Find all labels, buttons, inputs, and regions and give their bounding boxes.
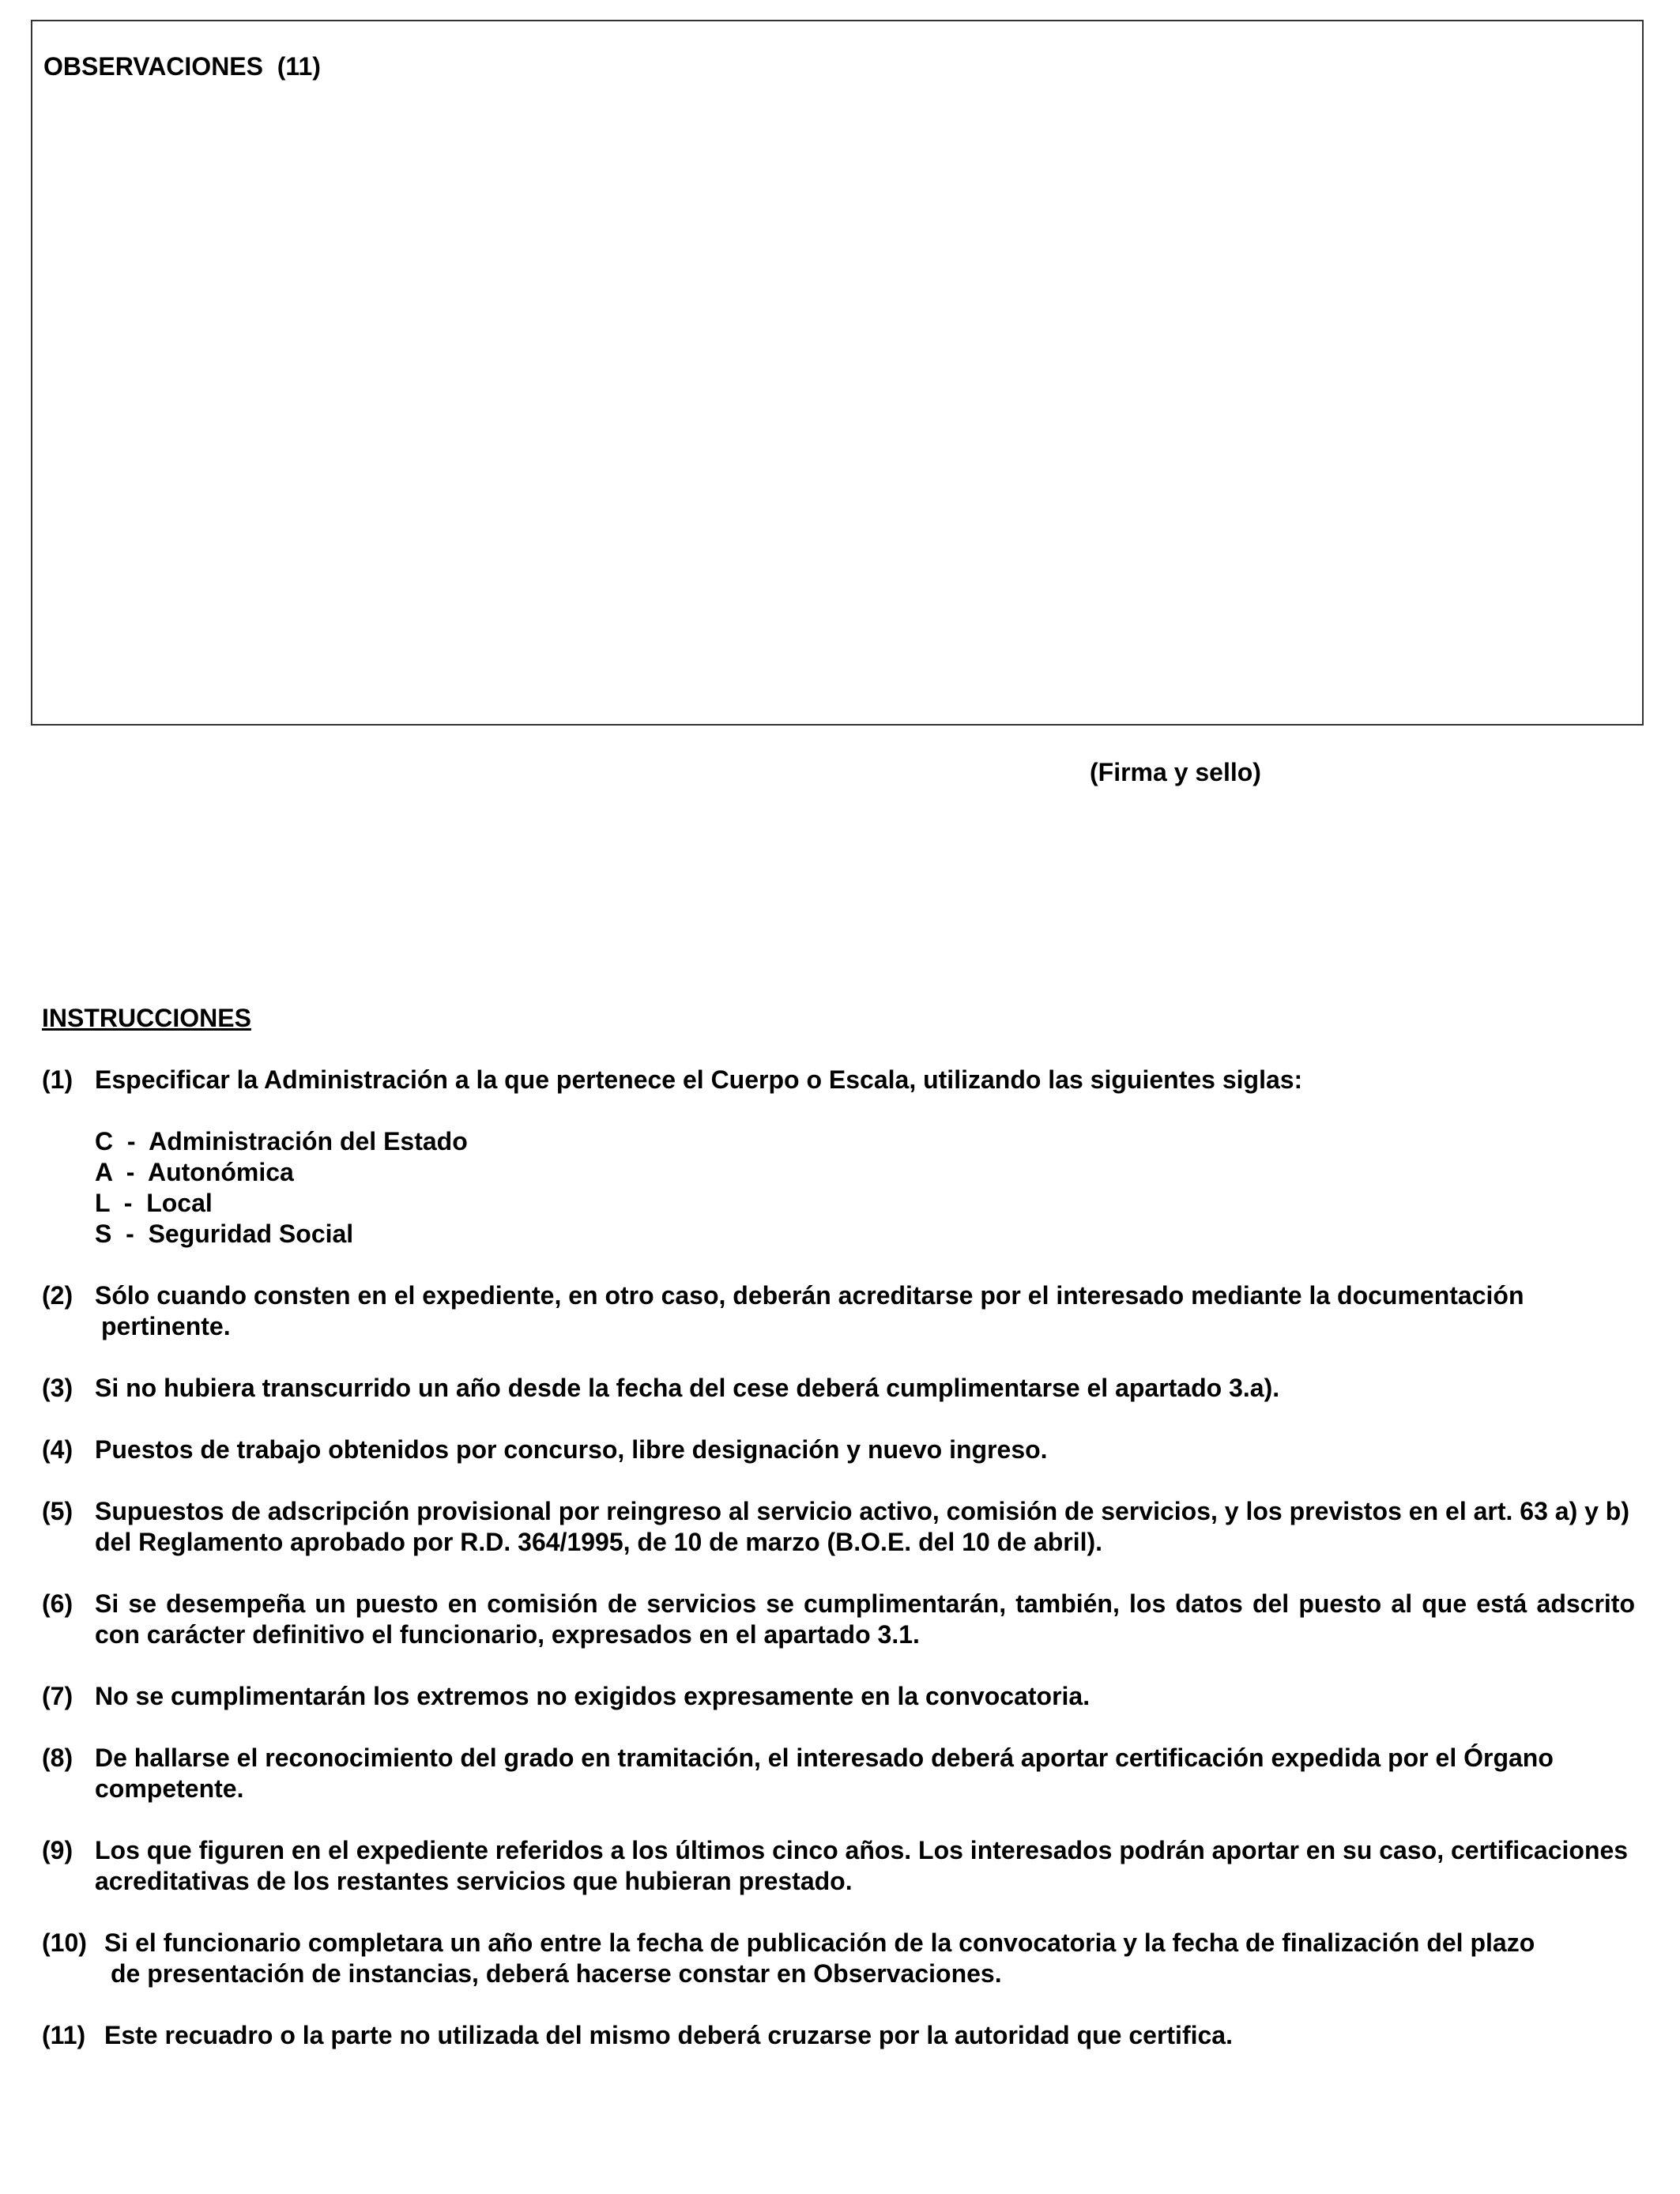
instruction-item-11 [42,2020,1635,2051]
instructions-section [42,1003,1635,2051]
sigla-item: S - Seguridad Social [95,1220,354,1248]
siglas-list [42,1126,1635,1250]
instruction-text: Supuestos de adscripción provisional por reingreso al servicio activo, comisión de servicios, y los previstos en el art. 63 a) y b) del Reglamento aprobado por R.D. 364/1995, de 10 de marzo (B.O.E. del 10 de abril). [95,1497,1629,1556]
instruction-text-continuation: de presentación de instancias, deberá hacerse constar en Observaciones. [111,1959,1002,1988]
instruction-item-3 [42,1373,1635,1404]
instruction-number: (7) [42,1682,73,1710]
instruction-item-4 [42,1434,1635,1465]
signature-label: (Firma y sello) [1090,758,1261,786]
instruction-number: (8) [42,1744,73,1772]
instruction-number: (1) [42,1065,73,1094]
instruction-item-10 [42,1928,1635,1989]
instruction-text: Los que figuren en el expediente referidos a los últimos cinco años. Los interesados podrán aportar en su caso, certificaciones acreditativas de los restantes servicios que hubieran prestado. [95,1836,1629,1895]
instruction-text-continuation: pertinente. [101,1312,231,1340]
instruction-number: (3) [42,1374,73,1402]
instruction-item-7 [42,1681,1635,1712]
instruction-item-1 [42,1065,1635,1095]
sigla-item: A - Autonómica [95,1158,294,1186]
instruction-text: Si no hubiera transcurrido un año desde la fecha del cese deberá cumplimentarse el apartado 3.a). [95,1374,1280,1402]
instruction-item-6 [42,1589,1635,1650]
instruction-text: De hallarse el reconocimiento del grado en tramitación, el interesado deberá aportar certificación expedida por el Órgano competente. [95,1744,1554,1803]
instruction-number: (5) [42,1497,73,1525]
instruction-text: Si se desempeña un puesto en comisión de servicios se cumplimentarán, también, los datos del puesto al que está adscrito con carácter definitivo el funcionario, expresados en el apartado 3.1. [95,1589,1635,1649]
instruction-item-9 [42,1835,1635,1897]
instruction-text: No se cumplimentarán los extremos no exigidos expresamente en la convocatoria. [95,1682,1090,1710]
instruction-number: (11) [42,2021,86,2049]
instruction-text: Puestos de trabajo obtenidos por concurso, libre designación y nuevo ingreso. [95,1435,1048,1464]
instruction-item-5 [42,1496,1635,1558]
instruction-text: Especificar la Administración a la que pertenece el Cuerpo o Escala, utilizando las siguientes siglas: [95,1065,1303,1094]
instruction-number: (4) [42,1435,73,1464]
observaciones-title: OBSERVACIONES (11) [43,52,321,81]
sigla-item: L - Local [95,1189,213,1217]
instruction-number: (2) [42,1281,73,1310]
sigla-item: C - Administración del Estado [95,1127,468,1155]
instruction-item-2 [42,1280,1635,1342]
instruction-number: (6) [42,1589,73,1618]
instruction-text: Si el funcionario completara un año entre la fecha de publicación de la convocatoria y la fecha de finalización del plazo [104,1928,1535,1957]
instruction-number: (10) [42,1928,87,1957]
instruction-item-8 [42,1743,1635,1804]
instructions-title: INSTRUCCIONES [42,1004,251,1032]
observaciones-box [31,20,1644,726]
instruction-text: Sólo cuando consten en el expediente, en otro caso, deberán acreditarse por el interesado mediante la documentación [95,1281,1524,1310]
instruction-number: (9) [42,1836,73,1864]
instruction-text: Este recuadro o la parte no utilizada del mismo deberá cruzarse por la autoridad que certifica. [104,2021,1233,2049]
